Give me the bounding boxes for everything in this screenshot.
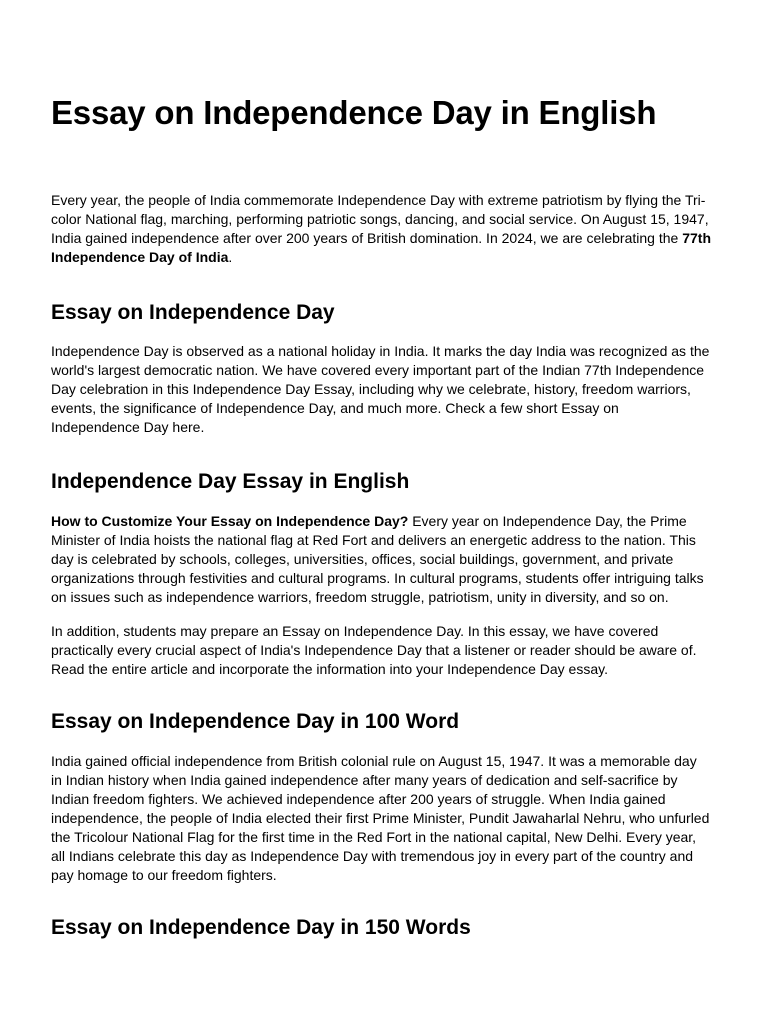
section-paragraph-essay: Independence Day is observed as a national holiday in India. It marks the day India was recognized as the world's largest democratic nation. We have covered every important part of the Indian 77th Independence Day celebration in this Independence Day Essay, including why we celebrate, history, freedom warriors, events, the significance of Independence Day, and much more. Check a few short Essay on Independence Day here. — [51, 343, 710, 435]
section-heading-150-words: Essay on Independence Day in 150 Words — [51, 916, 471, 939]
section-paragraph-100-word: India gained official independence from British colonial rule on August 15, 1947. It was a memorable day in Indian history when India gained independence after many years of dedication and self-sacrifice by Indian freedom fighters. We achieved independence after 200 years of struggle. When India gained independence, the people of India elected their first Prime Minister, Pundit Jawaharlal Nehru, who unfurled the Tricolour National Flag for the first time in the Red Fort in the national capital, New Delhi. Every year, all Indians celebrate this day as Independence Day with tremendous joy in every part of the country and pay homage to our freedom fighters. — [51, 753, 710, 883]
section-paragraph-english-1 — [51, 512, 711, 607]
customize-bold-text: How to Customize Your Essay on Independence Day? — [51, 513, 409, 529]
intro-text: Every year, the people of India commemorate Independence Day with extreme patriotism by flying the Tri-color National flag, marching, performing patriotic songs, dancing, and social service. On August 15, 1947, India gained independence after over 200 years of British domination. In 2024, we are celebrating the — [51, 192, 709, 246]
page-title: Essay on Independence Day in English — [51, 94, 657, 131]
section-heading-100-word: Essay on Independence Day in 100 Word — [51, 710, 460, 733]
intro-bold-text: 77th Independence Day of India — [51, 230, 711, 265]
section-heading-english: Independence Day Essay in English — [51, 470, 410, 493]
customize-text: Every year on Independence Day, the Prime Minister of India hoists the national flag at Red Fort and delivers an energetic address to the nation. This day is celebrated by schools, colleges, universities, offices, social buildings, government, and private organizations through festivities and cultural programs. In cultural programs, students offer intriguing talks on issues such as independence warriors, freedom struggle, patriotism, unity in diversity, and so on. — [51, 513, 704, 605]
intro-end: . — [228, 249, 233, 265]
section-paragraph-english-2: In addition, students may prepare an Essay on Independence Day. In this essay, we have covered practically every crucial aspect of India's Independence Day that a listener or reader should be aware of. Read the entire article and incorporate the information into your Independence Day essay. — [51, 623, 697, 677]
section-heading-essay: Essay on Independence Day — [51, 301, 335, 324]
intro-paragraph — [51, 191, 711, 267]
